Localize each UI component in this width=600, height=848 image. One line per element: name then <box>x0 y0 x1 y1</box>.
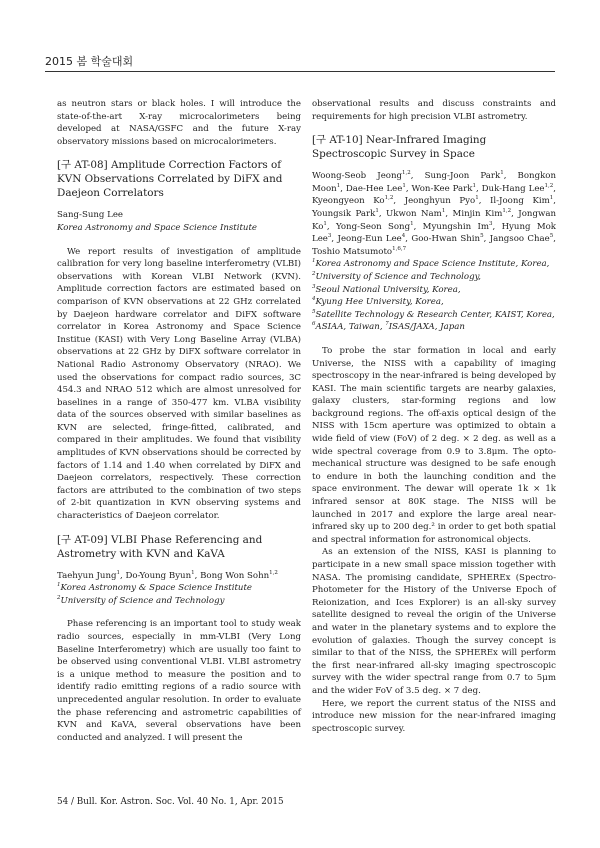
author-affiliation-mark: 1 <box>500 170 504 177</box>
affiliation-line: Korea Astronomy and Space Science Institute <box>57 222 258 233</box>
author-name: , Jangsoo Chae <box>483 234 550 245</box>
author-name: , Kyeongyeon Ko <box>312 183 556 207</box>
affiliation-text: University of Science and Technology, <box>315 271 482 282</box>
author-affiliation-mark: 1 <box>549 195 554 202</box>
abstract-body-at10-p2: As an extension of the NISS, KASI is planning to participate in a new small space mission together with NASA. The promising candidate, SPHEREx (Spectro-Photometer for the History of the Universe Epoch of Reionization, and Ices Explorer) is an all-sky survey satellite designed to reveal the origin of the Universe and water in the planetary systems and to explore the evolution of galaxies. Though the survey concept is similar to that of the NISS, the SPHEREx will perform the first near-infrared all-sky imaging spectroscopic survey with the wider spectral range from 0.7 to 5μm and the wider FoV of 3.5 deg. × 7 deg. <box>312 547 556 696</box>
affiliation-text: Korea Astronomy and Space Science Institute, Korea, <box>315 259 550 270</box>
author-affiliation-mark: 1,2 <box>544 182 554 189</box>
author-name: , Myungshin Im <box>413 221 489 232</box>
abstract-title-at10: [구 AT-10] Near-Infrared Imaging Spectroscopic Survey in Space <box>312 134 487 161</box>
abstract-title-at08: [구 AT-08] Amplitude Correction Factors of KVN Observations Correlated by DiFX and Daejeon Correlators <box>57 159 283 200</box>
author-name: , Minjin Kim <box>445 208 503 219</box>
page-footer: 54 / Bull. Kor. Astron. Soc. Vol. 40 No. 1, Apr. 2015 <box>57 797 284 807</box>
author-affiliation-mark: 4 <box>401 233 406 240</box>
author-affiliation-mark: 1,2 <box>502 208 512 215</box>
affiliation-line <box>312 258 556 271</box>
author-affiliation-mark: 1 <box>441 208 446 215</box>
author-name: , Toshio Matsumoto <box>312 234 556 257</box>
running-header: 2015 봄 학술대회 <box>45 55 134 68</box>
author-name: , Youngsik Park <box>312 196 556 219</box>
continued-abstract-text: observational results and discuss constraints and requirements for high precision VLBI astrometry. <box>312 99 556 122</box>
author-affiliation-mark: 1 <box>323 220 327 227</box>
affiliation-line <box>312 309 556 322</box>
affiliation-text: ASIAA, Taiwan, <box>315 322 386 333</box>
author-affiliation-mark: 3 <box>327 233 332 240</box>
affiliation-mark: 6 <box>312 321 316 328</box>
author-affiliation-mark: 1,6,7 <box>392 245 407 252</box>
author-affiliation-mark: 5 <box>480 233 484 240</box>
author-name: , Ukwon Nam <box>378 208 442 219</box>
affiliation-line <box>312 284 556 297</box>
author-affiliation-mark: 1,2 <box>402 170 411 177</box>
author-name: Woong-Seob Jeong <box>312 171 403 182</box>
abstract-title-at09: [구 AT-09] VLBI Phase Referencing and Astrometry with KVN and KaVA <box>57 533 263 560</box>
continued-abstract-text: as neutron stars or black holes. I will introduce the state-of-the-art X-ray microcalorimeters being developed at NASA/GSFC and the future X-ray observatory missions based on microcalorimeters. <box>57 99 301 147</box>
affiliation-text: Seoul National University, Korea, <box>315 284 461 295</box>
affiliation-mark: 1 <box>312 258 316 265</box>
affiliation-mark: 7 <box>385 321 389 328</box>
abstract-body-at10-p3: Here, we report the current status of the NISS and introduce new mission for the near-infrared imaging spectroscopic survey. <box>312 698 556 734</box>
abstract-body-at09: Phase referencing is an important tool to study weak radio sources, especially in mm-VLBI (Very Long Baseline Interferometry) which are usually too faint to be observed using conventional VLBI. VLBI astrometry is a unique method to measure the position and to identify radio emitting regions of a radio source with unprecedented angular resolution. In order to evaluate the phase referencing and astrometric capabilities of KVN and KaVA, several observations have been conducted and analyzed. I will present the <box>57 619 301 743</box>
affiliation-text: Kyung Hee University, Korea, <box>315 297 444 308</box>
author-line: Sang-Sung Lee <box>57 210 124 221</box>
affiliation-text: Satellite Technology & Research Center, KAIST, Korea, <box>315 309 555 320</box>
author-affiliation-mark: 5 <box>549 233 554 240</box>
affiliation-mark: 5 <box>312 308 316 315</box>
author-affiliation-mark: 1,2 <box>384 195 394 202</box>
author-name: , Sung-Joon Park <box>410 171 501 182</box>
author-name: , Won-Kee Park <box>405 183 473 194</box>
author-name: , Jongwan Ko <box>312 208 556 232</box>
author-affiliation-mark: 1 <box>472 182 476 189</box>
author-name: , Jeonghyun Pyo <box>393 196 476 207</box>
affiliation-line: $^2$University of Science and Technology <box>57 594 225 606</box>
header-rule <box>45 71 555 72</box>
author-name: , Il-Joong Kim <box>478 196 550 207</box>
affiliation-mark: 3 <box>312 283 316 290</box>
author-affiliation-mark: 1 <box>402 182 406 189</box>
abstract-body-at08: We report results of investigation of amplitude calibration for very long baseline interferometry (VLBI) observations with Korean VLBI Network (KVN). Amplitude correction factors are estimated based on comparison of KVN observations at 22 GHz correlated by Daejeon hardware correlator and DiFX software correlator in Korea Astronomy and Space Science Institue (KASI) with Very Long Baseline Array (VLBA) observations at 22 GHz by DiFX software correlator in National Radio Astronomy Observatory (NRAO). We used the observations for compact radio sources, 3C 454.3 and NRAO 512 which are almost unresolved for baselines in a range of 350-477 km. VLBA visibility data of the sources observed with similar baselines as KVN are selected, fringe-fitted, calibrated, and compared in their amplitudes. We found that visibility amplitudes of KVN observations should be corrected by factors of 1.14 and 1.40 when correlated by DiFX and Daejeon correlators, respectively. These correction factors are attributed to the combination of two steps of 2-bit quantization in KVN observing systems and characteristics of Daejeon correlator. <box>57 246 301 522</box>
affiliation-line: $^1$Korea Astronomy & Space Science Institute <box>57 582 253 594</box>
affiliation-mark: 2 <box>312 271 316 278</box>
author-affiliation-mark: 1 <box>475 195 479 202</box>
affiliation-line <box>312 321 556 334</box>
author-name: , Jeong-Eun Lee <box>331 234 402 245</box>
author-affiliation-mark: 1 <box>410 220 414 227</box>
affiliation-line <box>312 296 556 309</box>
author-name: , Goo-Hwan Shin <box>405 234 481 245</box>
author-name: , Bongkon Moon <box>312 171 556 194</box>
author-affiliation-mark: 1 <box>336 182 341 189</box>
author-list <box>312 170 556 258</box>
right-column <box>312 98 556 735</box>
author-name: , Yong-Seon Song <box>326 221 411 232</box>
affiliation-mark: 4 <box>312 296 316 303</box>
author-name: , Hyung Mok Lee <box>312 221 556 245</box>
affiliation-line <box>312 271 556 284</box>
author-affiliation-mark: 3 <box>489 220 493 227</box>
affiliation-text: ISAS/JAXA, Japan <box>388 322 465 333</box>
author-affiliation-mark: 1 <box>375 208 379 215</box>
author-name: , Dae-Hee Lee <box>340 183 403 194</box>
affiliation-list <box>312 258 556 334</box>
left-column <box>57 98 301 744</box>
author-line: Taehyun Jung$^1$, Do-Young Byun$^1$, Bong Won Sohn$^{1,2}$ <box>57 569 278 581</box>
author-name: , Duk-Hang Lee <box>475 183 545 194</box>
abstract-body-at10-p1: To probe the star formation in local and early Universe, the NISS with a capability of imaging spectroscopy in the near-infrared is being developed by KASI. The main scientific targets are nearby galaxies, galaxy clusters, star-forming regions and low background regions. The off-axis optical design of the NISS with 15cm aperture was optimized to obtain a wide field of view (FoV) of 2 deg. × 2 deg. as well as a wide spectral coverage from 0.9 to 3.8μm. The opto-mechanical structure was designed to be safe enough to endure in both the launching condition and the space environment. The dewar will operate 1k × 1k infrared sensor at 80K stage. The NISS will be launched in 2017 and explore the large areal near-infrared sky up to 200 deg.² in order to get both spatial and spectral information for astronomical objects. <box>312 345 556 545</box>
